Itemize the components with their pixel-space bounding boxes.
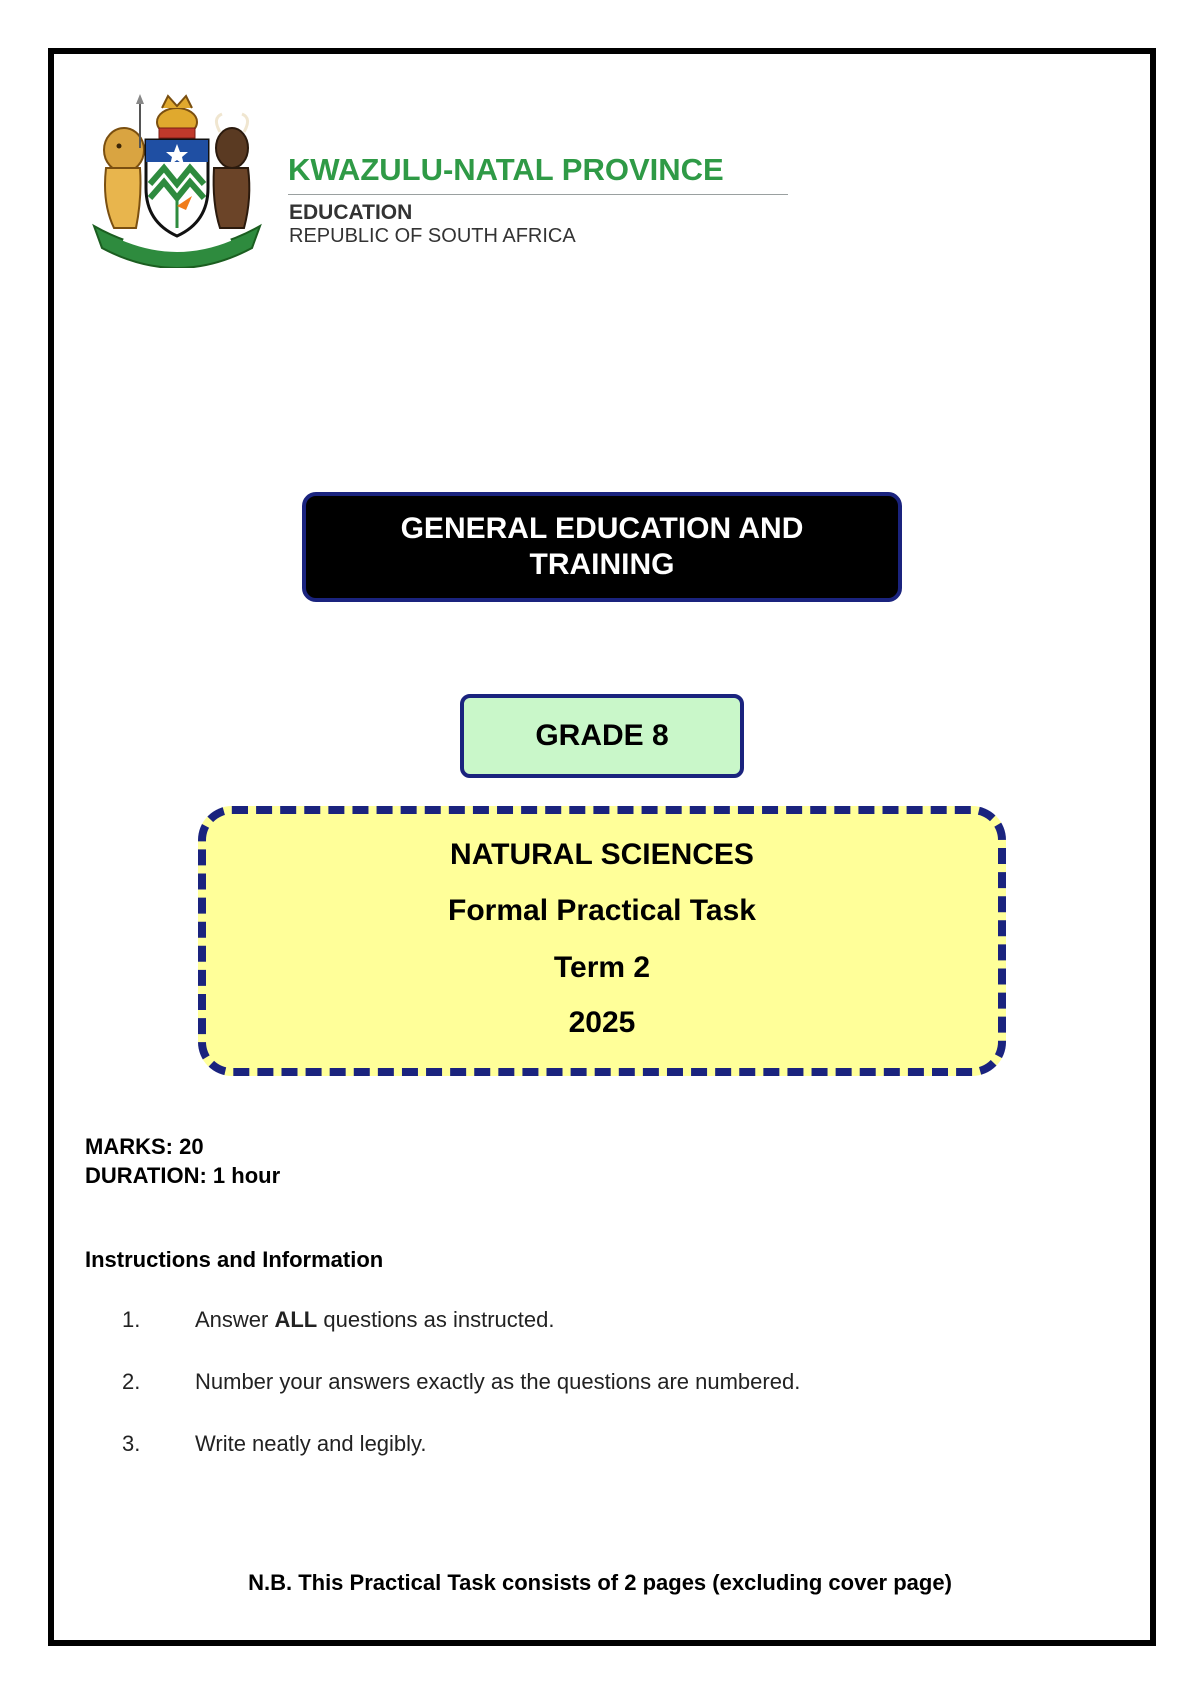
list-item-text: Write neatly and legibly.: [195, 1431, 427, 1456]
list-item-number: 3.: [122, 1431, 141, 1456]
task-type: Formal Practical Task: [448, 894, 756, 927]
country-label: REPUBLIC OF SOUTH AFRICA: [289, 225, 576, 247]
footer-note: N.B. This Practical Task consists of 2 pages (excluding cover page): [248, 1570, 952, 1595]
emphasis-all: ALL: [274, 1307, 318, 1332]
marks-label: MARKS: 20: [85, 1134, 204, 1159]
grade-badge: [460, 694, 744, 778]
subject-panel: [198, 806, 1006, 1076]
duration-label: DURATION: 1 hour: [85, 1163, 281, 1188]
year-label: 2025: [568, 1006, 636, 1039]
list-item-number: 1.: [122, 1307, 141, 1332]
subject-name: NATURAL SCIENCES: [450, 838, 754, 871]
coat-of-arms-icon: [84, 88, 270, 268]
get-banner: [302, 492, 902, 602]
list-item-text: Number your answers exactly as the questions are numbered.: [195, 1369, 801, 1394]
get-banner-title: GENERAL EDUCATION AND TRAINING: [400, 512, 804, 581]
header-divider: [288, 194, 788, 195]
grade-label: GRADE 8: [535, 719, 669, 752]
list-item-text: Answer ALL questions as instructed.: [195, 1307, 555, 1332]
term-label: Term 2: [553, 951, 651, 984]
department-label: EDUCATION: [289, 201, 413, 224]
list-item-number: 2.: [122, 1369, 141, 1394]
province-title: KWAZULU-NATAL PROVINCE: [288, 152, 724, 187]
instructions-heading: Instructions and Information: [85, 1247, 384, 1272]
